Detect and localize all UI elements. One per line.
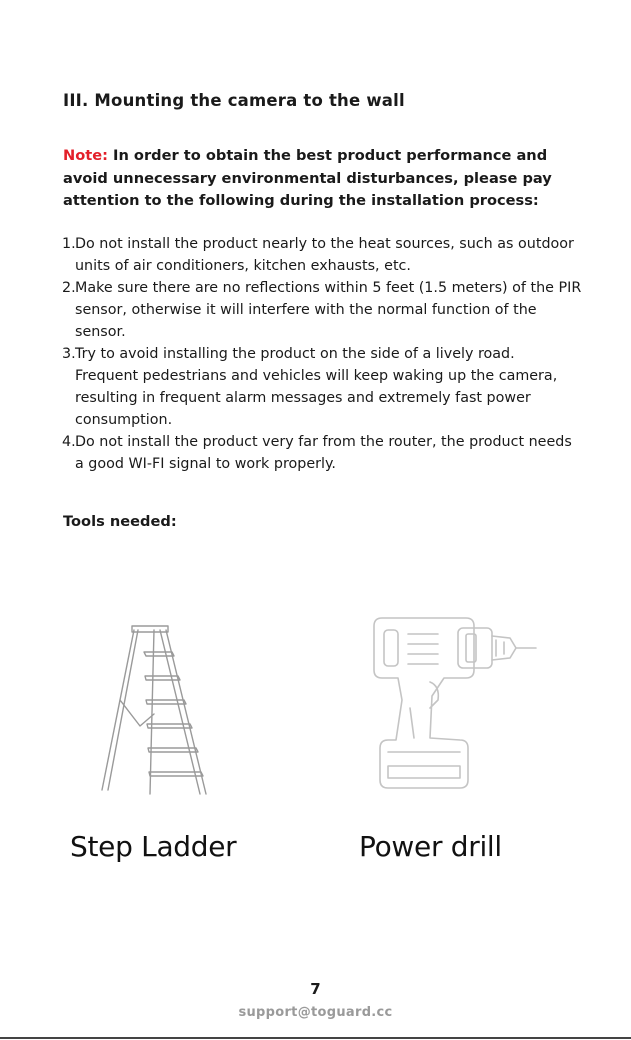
tools-title: Tools needed: bbox=[63, 513, 177, 530]
power-drill-icon bbox=[368, 608, 558, 798]
instruction-text: Try to avoid installing the product on the side of a lively road. Frequent pedestrians and vehicles will keep waking up the camera, resulting in frequent alarm messages and extremely fast power consumption. bbox=[75, 346, 558, 428]
instruction-item bbox=[62, 343, 582, 431]
instruction-number: 4. bbox=[62, 434, 76, 450]
instruction-number: 3. bbox=[62, 346, 76, 362]
installation-note bbox=[63, 145, 563, 213]
section-title: III. Mounting the camera to the wall bbox=[63, 91, 405, 110]
power-drill-label: Power drill bbox=[359, 830, 502, 863]
note-label: Note: bbox=[63, 147, 108, 164]
step-ladder-icon bbox=[88, 618, 218, 798]
note-text: In order to obtain the best product performance and avoid unnecessary environmental disturbances, please pay attention to the following during the installation process: bbox=[63, 147, 552, 209]
instruction-list bbox=[62, 233, 582, 475]
step-ladder-label: Step Ladder bbox=[70, 830, 237, 863]
instruction-item bbox=[62, 277, 582, 343]
instruction-item bbox=[62, 233, 582, 277]
instruction-text: Make sure there are no reflections within 5 feet (1.5 meters) of the PIR sensor, otherwise it will interfere with the normal function of the sensor. bbox=[75, 280, 582, 340]
instruction-text: Do not install the product very far from the router, the product needs a good WI-FI signal to work properly. bbox=[75, 434, 572, 472]
instruction-text: Do not install the product nearly to the heat sources, such as outdoor units of air conditioners, kitchen exhausts, etc. bbox=[75, 236, 574, 274]
bottom-divider bbox=[0, 1037, 631, 1039]
instruction-number: 2. bbox=[62, 280, 76, 296]
page-number: 7 bbox=[310, 980, 321, 998]
instruction-item bbox=[62, 431, 582, 475]
support-email: support@toguard.cc bbox=[238, 1005, 393, 1020]
instruction-number: 1. bbox=[62, 236, 76, 252]
